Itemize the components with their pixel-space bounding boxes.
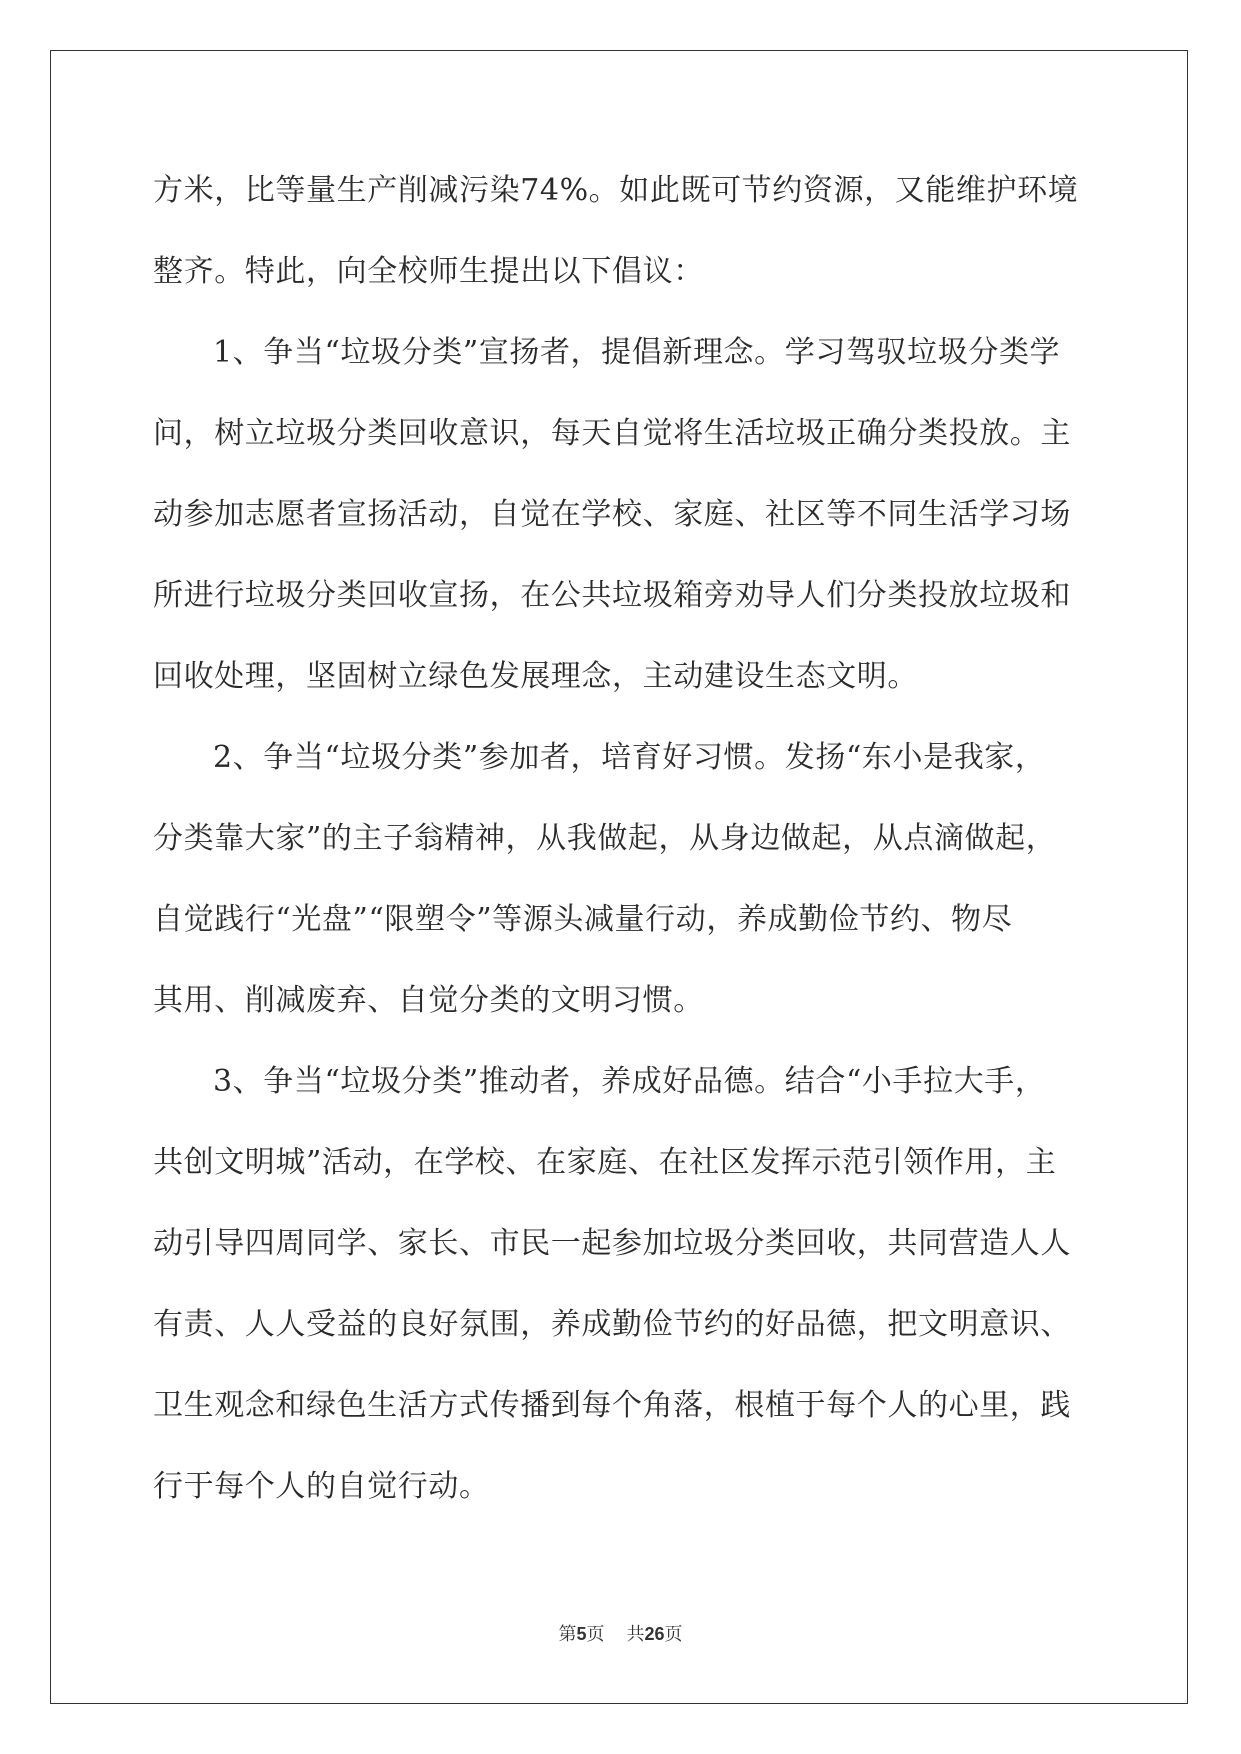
current-page-number: 5 (576, 1624, 587, 1644)
text-line: 1、争当“垃圾分类”宣扬者，提倡新理念。学习驾驭垃圾分类学 (213, 335, 1061, 370)
footer-page-suffix: 页 (586, 1624, 605, 1645)
text-line: 动引导四周同学、家长、市民一起参加垃圾分类回收，共同营造人人 (153, 1226, 1071, 1261)
total-page-count: 26 (644, 1624, 665, 1644)
footer-prefix: 第 (558, 1624, 577, 1645)
text-line: 分类靠大家”的主子翁精神，从我做起，从身边做起，从点滴做起， (153, 821, 1057, 856)
text-line: 共创文明城”活动，在学校、在家庭、在社区发挥示范引领作用，主 (153, 1145, 1057, 1180)
text-line: 方米，比等量生产削减污染74%。如此既可节约资源，又能维护环境 (153, 173, 1079, 208)
text-line: 所进行垃圾分类回收宣扬，在公共垃圾箱旁劝导人们分类投放垃圾和 (153, 578, 1071, 613)
text-line: 其用、削减废弃、自觉分类的文明习惯。 (153, 983, 704, 1018)
text-line: 整齐。特此，向全校师生提出以下倡议： (153, 254, 704, 289)
footer-total-suffix: 页 (664, 1624, 683, 1645)
text-line: 3、争当“垃圾分类”推动者，养成好品德。结合“小手拉大手， (213, 1064, 1046, 1099)
text-line: 回收处理，坚固树立绿色发展理念，主动建设生态文明。 (153, 659, 918, 694)
page-footer (0, 1620, 1241, 1646)
text-line: 自觉践行“光盘”“限塑令”等源头减量行动，养成勤俭节约、物尽 (153, 902, 1013, 937)
text-line: 问，树立垃圾分类回收意识，每天自觉将生活垃圾正确分类投放。主 (153, 416, 1071, 451)
text-line: 卫生观念和绿色生活方式传播到每个角落，根植于每个人的心里，践 (153, 1388, 1071, 1423)
text-line: 有责、人人受益的良好氛围，养成勤俭节约的好品德，把文明意识、 (153, 1307, 1071, 1342)
text-line: 2、争当“垃圾分类”参加者，培育好习惯。发扬“东小是我家， (213, 740, 1046, 775)
text-line: 行于每个人的自觉行动。 (153, 1469, 490, 1504)
text-line: 动参加志愿者宣扬活动，自觉在学校、家庭、社区等不同生活学习场 (153, 497, 1071, 532)
document-body (153, 163, 1088, 1540)
footer-total-prefix: 共 (626, 1624, 645, 1645)
